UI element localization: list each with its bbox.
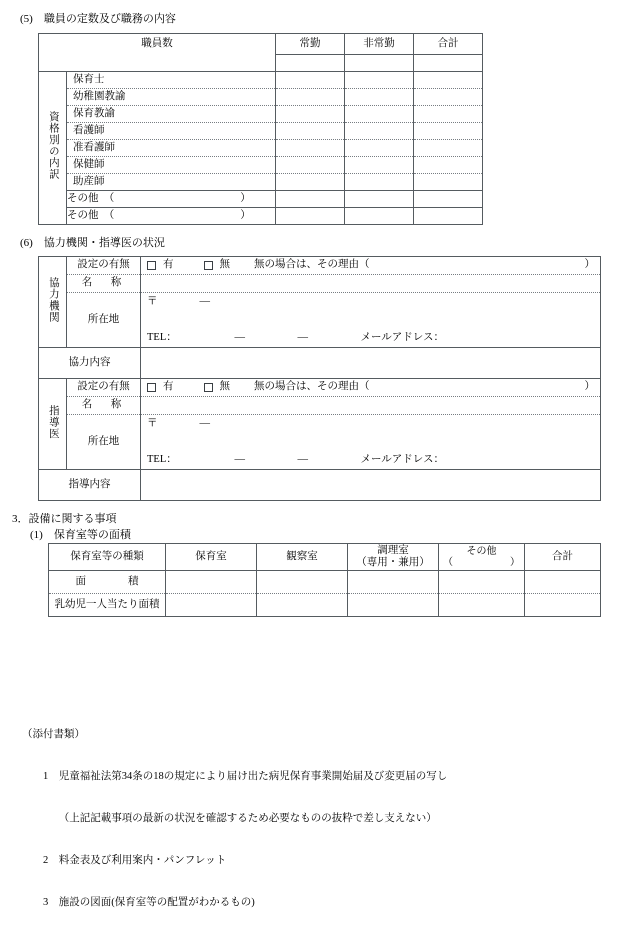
cell-parttime-other-2[interactable] <box>345 208 414 225</box>
cell-parttime-hoikushi[interactable] <box>345 72 414 89</box>
row-label-other-1[interactable]: その他 （ ） <box>67 191 276 208</box>
col-header-other-parens[interactable]: （ ） <box>443 556 520 568</box>
cell-area-other[interactable] <box>439 571 525 594</box>
checkbox-no-coop-label: 無 <box>219 259 230 271</box>
attachments-title: （添付書類） <box>22 729 85 740</box>
cell-total-youchien[interactable] <box>414 89 483 106</box>
room-area-table <box>48 543 601 617</box>
table-row <box>39 397 601 415</box>
cell-area-kitchen[interactable] <box>348 571 439 594</box>
table-row <box>39 470 601 501</box>
table-row <box>39 89 483 106</box>
setting-presence-coop-cell <box>141 257 601 275</box>
attachment-item-1-note: （上記記載事項の最新の状況を確認するため必要なものの抜粋で差し支えない） <box>22 813 437 824</box>
checkbox-no-doctor[interactable] <box>204 383 213 392</box>
table-row <box>39 191 483 208</box>
section-heading-coop: (6) 協力機関・指導医の状況 <box>20 237 165 249</box>
section-heading-facility: 3．設備に関する事項 <box>12 513 117 525</box>
section-subheading-room-area: (1) 保育室等の面積 <box>30 529 131 541</box>
row-label-youchien: 幼稚園教諭 <box>67 89 276 106</box>
staff-table <box>38 33 483 225</box>
row-label-kangoshi: 看護師 <box>67 123 276 140</box>
col-header-parttime: 非常勤 <box>345 34 414 55</box>
cell-per-child-observation-room[interactable] <box>257 594 348 617</box>
cell-total-junkangoshi[interactable] <box>414 140 483 157</box>
label-address-coop: 所在地 <box>67 293 141 348</box>
cell-total-hokenshi[interactable] <box>414 157 483 174</box>
input-coop-content[interactable] <box>141 348 601 379</box>
table-row <box>39 415 601 470</box>
cell-total-hoikukyouyu[interactable] <box>414 106 483 123</box>
cell-fulltime-other-1[interactable] <box>276 191 345 208</box>
row-label-hoikushi: 保育士 <box>67 72 276 89</box>
table-row <box>39 72 483 89</box>
cell-parttime-josanshi[interactable] <box>345 174 414 191</box>
reason-close-paren-coop: ） <box>584 259 595 271</box>
cell-fulltime-kangoshi[interactable] <box>276 123 345 140</box>
cell-total-total[interactable] <box>414 55 483 72</box>
reason-label-coop: 無の場合は、その理由（ <box>254 259 370 271</box>
cell-parttime-other-1[interactable] <box>345 191 414 208</box>
checkbox-no-doctor-label: 無 <box>219 381 230 393</box>
cell-per-child-other[interactable] <box>439 594 525 617</box>
col-header-room-type: 保育室等の種類 <box>49 544 166 571</box>
cell-fulltime-josanshi[interactable] <box>276 174 345 191</box>
staff-count-header-spacer <box>39 55 276 72</box>
cell-fulltime-other-2[interactable] <box>276 208 345 225</box>
cell-parttime-hoikukyouyu[interactable] <box>345 106 414 123</box>
row-label-area: 面 積 <box>49 571 166 594</box>
cell-per-child-nursery-room[interactable] <box>166 594 257 617</box>
table-row-header <box>39 34 483 55</box>
table-row-header <box>49 544 601 571</box>
row-label-josanshi: 助産師 <box>67 174 276 191</box>
doctor-vertical-label: 指導医 <box>39 379 67 470</box>
cell-area-observation-room[interactable] <box>257 571 348 594</box>
zip-line-doctor: 〒 — <box>147 418 210 429</box>
col-header-other: その他 （ ） <box>439 544 525 571</box>
col-header-total: 合計 <box>414 34 483 55</box>
coop-table <box>38 256 601 501</box>
cell-total-hoikushi[interactable] <box>414 72 483 89</box>
checkbox-yes-doctor-label: 有 <box>163 381 174 393</box>
tel-mail-line-coop: TEL： — — メールアドレス： <box>147 331 444 343</box>
cell-fulltime-hoikukyouyu[interactable] <box>276 106 345 123</box>
table-row <box>39 293 601 348</box>
attachment-item-2: 2 料金表及び利用案内・パンフレット <box>22 855 227 866</box>
section-heading-staff: (5) 職員の定数及び職務の内容 <box>20 13 176 25</box>
reason-close-paren-doctor: ） <box>584 381 595 393</box>
table-row <box>39 379 601 397</box>
checkbox-yes-coop[interactable] <box>147 261 156 270</box>
table-row <box>49 571 601 594</box>
cell-area-nursery-room[interactable] <box>166 571 257 594</box>
cell-parttime-total[interactable] <box>345 55 414 72</box>
cell-total-kangoshi[interactable] <box>414 123 483 140</box>
cell-area-total[interactable] <box>525 571 601 594</box>
input-name-coop[interactable] <box>141 275 601 293</box>
attachment-item-3: 3 施設の図面(保育室等の配置がわかるもの) <box>22 897 255 908</box>
cell-parttime-junkangoshi[interactable] <box>345 140 414 157</box>
col-header-kitchen: 調理室 （専用・兼用） <box>348 544 439 571</box>
row-label-other-2[interactable]: その他 （ ） <box>67 208 276 225</box>
col-header-nursery-room: 保育室 <box>166 544 257 571</box>
qualification-group-label: 資格別の内訳 <box>39 72 67 225</box>
row-label-hoikukyouyu: 保育教諭 <box>67 106 276 123</box>
table-row <box>39 123 483 140</box>
table-row <box>39 174 483 191</box>
cell-fulltime-hokenshi[interactable] <box>276 157 345 174</box>
cell-parttime-youchien[interactable] <box>345 89 414 106</box>
col-header-observation-room: 観察室 <box>257 544 348 571</box>
cell-total-josanshi[interactable] <box>414 174 483 191</box>
table-row-header-sub <box>39 55 483 72</box>
attachment-item-1: 1 児童福祉法第34条の18の規定により届け出た病児保育事業開始届及び変更届の写し <box>22 771 448 782</box>
input-name-doctor[interactable] <box>141 397 601 415</box>
col-header-fulltime: 常勤 <box>276 34 345 55</box>
reason-label-doctor: 無の場合は、その理由（ <box>254 381 370 393</box>
label-name-doctor: 名 称 <box>67 397 141 415</box>
input-address-doctor[interactable] <box>141 415 601 470</box>
row-label-area-per-child: 乳幼児一人当たり面積 <box>49 594 166 617</box>
checkbox-yes-coop-label: 有 <box>163 259 174 271</box>
row-label-hokenshi: 保健師 <box>67 157 276 174</box>
input-doctor-content[interactable] <box>141 470 601 501</box>
table-row <box>39 257 601 275</box>
cell-fulltime-junkangoshi[interactable] <box>276 140 345 157</box>
tel-mail-line-doctor: TEL： — — メールアドレス： <box>147 453 444 465</box>
table-row <box>39 208 483 225</box>
table-row <box>39 106 483 123</box>
row-label-junkangoshi: 准看護師 <box>67 140 276 157</box>
zip-line-coop: 〒 — <box>147 296 210 307</box>
coop-org-vertical-label: 協力機関 <box>39 257 67 348</box>
cell-parttime-kangoshi[interactable] <box>345 123 414 140</box>
label-address-doctor: 所在地 <box>67 415 141 470</box>
label-setting-presence-doctor: 設定の有無 <box>67 379 141 397</box>
staff-count-header: 職員数 <box>39 34 276 55</box>
col-header-total-area: 合計 <box>525 544 601 571</box>
checkbox-yes-doctor[interactable] <box>147 383 156 392</box>
cell-fulltime-total[interactable] <box>276 55 345 72</box>
cell-fulltime-youchien[interactable] <box>276 89 345 106</box>
label-doctor-content: 指導内容 <box>39 470 141 501</box>
table-row <box>39 348 601 379</box>
table-row <box>39 275 601 293</box>
table-row <box>39 157 483 174</box>
table-row <box>49 594 601 617</box>
table-row <box>39 140 483 157</box>
cell-per-child-total[interactable] <box>525 594 601 617</box>
attachments-block <box>22 700 447 938</box>
cell-parttime-hokenshi[interactable] <box>345 157 414 174</box>
cell-fulltime-hoikushi[interactable] <box>276 72 345 89</box>
checkbox-no-coop[interactable] <box>204 261 213 270</box>
cell-total-other-2[interactable] <box>414 208 483 225</box>
label-coop-content: 協力内容 <box>39 348 141 379</box>
label-name-coop: 名 称 <box>67 275 141 293</box>
label-setting-presence-coop: 設定の有無 <box>67 257 141 275</box>
setting-presence-doctor-cell <box>141 379 601 397</box>
cell-per-child-kitchen[interactable] <box>348 594 439 617</box>
cell-total-other-1[interactable] <box>414 191 483 208</box>
input-address-coop[interactable] <box>141 293 601 348</box>
